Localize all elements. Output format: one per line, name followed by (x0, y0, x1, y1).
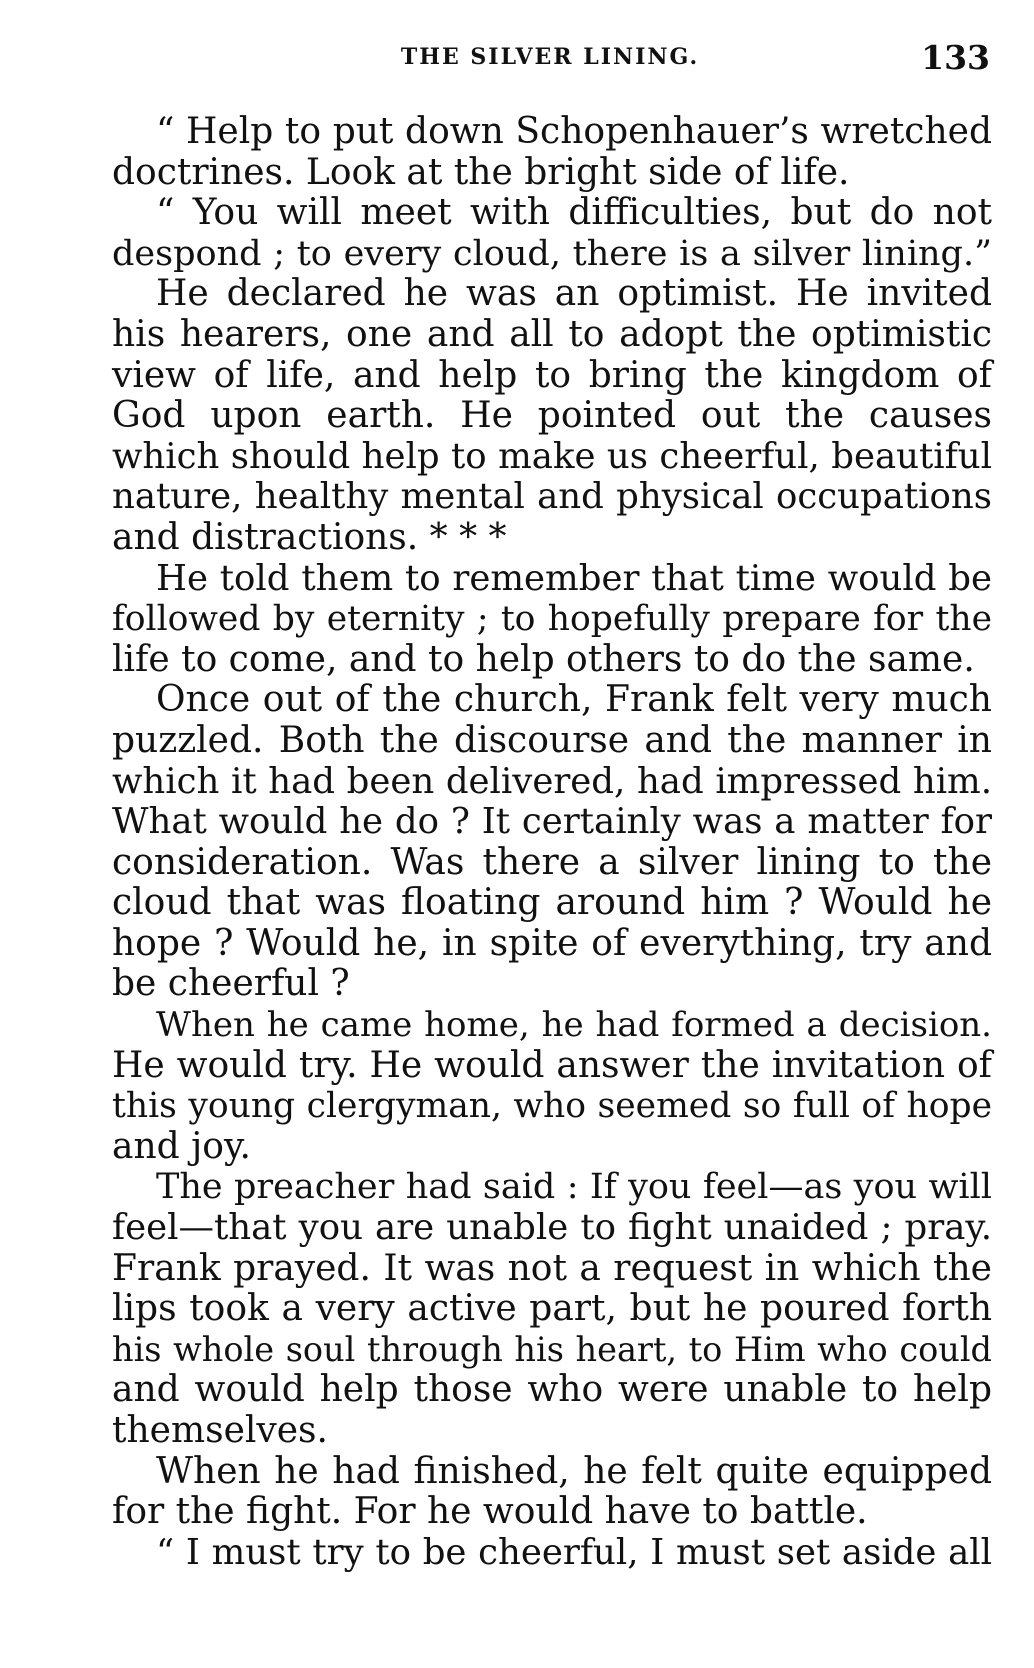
text-line: Once out of the church, Frank felt very much (156, 679, 992, 721)
text-line: lips took a very active part, but he poured forth (112, 1288, 992, 1330)
text-line: this young clergyman, who seemed so full of hope (112, 1086, 992, 1127)
text-line: God upon earth. He pointed out the causes (112, 395, 992, 437)
text-line: doctrines. Look at the bright side of life. (112, 151, 850, 193)
text-line: He would try. He would answer the invitation of (112, 1044, 992, 1086)
text-line: be cheerful ? (112, 963, 350, 1005)
body-text (112, 112, 992, 1573)
text-line: followed by eternity ; to hopefully prepare for the (112, 599, 992, 640)
text-line: “ You will meet with difficulties, but do not (156, 192, 992, 234)
text-line: and distractions. * * * (112, 516, 507, 558)
text-line: When he had finished, he felt quite equipped (156, 1450, 992, 1492)
text-line: life to come, and to help others to do the same. (112, 638, 975, 680)
text-line: which should help to make us cheerful, beautiful (112, 435, 992, 477)
text-line: He told them to remember that time would be (156, 557, 992, 599)
text-line: which it had been delivered, had impressed him. (112, 760, 992, 802)
text-line: “ Help to put down Schopenhauer’s wretched (156, 111, 992, 152)
text-line: and would help those who were unable to help (112, 1369, 992, 1411)
text-line: feel—that you are unable to fight unaided ; pray. (112, 1207, 992, 1249)
running-head (110, 38, 990, 78)
running-title: THE SILVER LINING. (400, 44, 700, 70)
text-line: He declared he was an optimist. He invited (156, 273, 992, 315)
page-number: 133 (921, 38, 990, 77)
text-line: his whole soul through his heart, to Him who could (112, 1329, 992, 1369)
text-line: cloud that was floating around him ? Would he (112, 882, 992, 924)
text-line: The preacher had said : If you feel—as you will (156, 1167, 992, 1208)
text-line: What would he do ? It certainly was a matter for (112, 801, 992, 843)
text-line: consideration. Was there a silver lining to the (112, 841, 992, 883)
text-line: view of life, and help to bring the kingdom of (112, 354, 992, 396)
text-line: his hearers, one and all to adopt the optimistic (112, 313, 992, 355)
text-line: puzzled. Both the discourse and the manner in (112, 719, 992, 761)
text-line: hope ? Would he, in spite of everything, try and (112, 922, 992, 964)
text-line: and joy. (112, 1125, 251, 1167)
text-line: “ I must try to be cheerful, I must set aside all (156, 1531, 992, 1573)
text-line: themselves. (112, 1410, 328, 1451)
text-line: nature, healthy mental and physical occupations (112, 476, 992, 518)
text-line: When he came home, he had formed a decision. (156, 1005, 992, 1046)
text-line: Frank prayed. It was not a request in which the (112, 1247, 992, 1289)
text-line: for the fight. For he would have to battle. (112, 1491, 868, 1533)
text-line: despond ; to every cloud, there is a silver lining.” (112, 233, 992, 274)
